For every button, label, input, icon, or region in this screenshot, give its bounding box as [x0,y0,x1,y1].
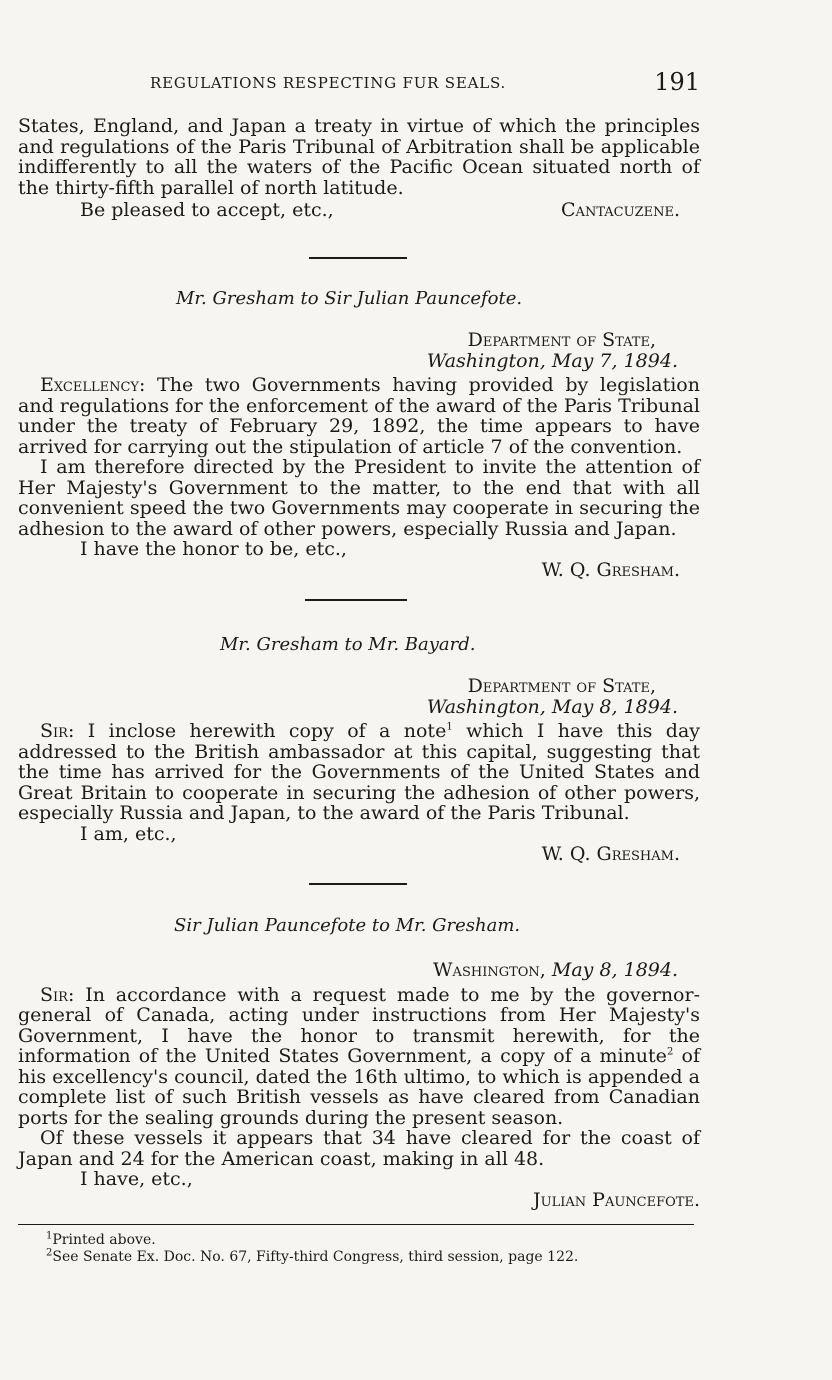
footnote-2-mark: 2 [46,1247,53,1259]
letter-1-closing-line [18,200,700,221]
footnote-2 [46,1249,696,1266]
letter-2-salutation: Excellency: [40,374,146,396]
letter-3-para-1 [18,721,700,824]
letter-3-closing: I am, etc., [80,822,177,845]
letter-3-para-1-text-b: which I have this day addressed to the British ambassador at this capital, suggesting that the time has arrived for the Governments of the United States and Great Britain to cooperate in securing the adhesion of other powers, especially Russia and Japan, to the award of the Paris Tribunal. [18,720,701,824]
letter-4-salutation: Sir: [40,983,75,1006]
running-header [150,68,700,96]
letter-4 [18,960,700,1210]
letter-4-heading: Sir Julian Pauncefote to Mr. Gresham. [174,915,521,936]
footnote-2-text: See Senate Ex. Doc. No. 67, Fifty-third Congress, third session, page 122. [52,1249,579,1265]
letter-4-dateline [18,960,700,981]
letter-1 [18,116,700,221]
footnote-1 [46,1232,696,1249]
section-divider [309,257,407,259]
section-divider [309,883,407,885]
letter-3-department: Department of State, [467,675,656,697]
page-number: 191 [654,68,700,96]
letter-4-para-1-text-a: In accordance with a request made to me by the governor-general of Canada, acting under instructions from Her Majesty's Government, I have the honor to transmit herewith, for the information of the United States Government, a copy of a minute [18,983,701,1067]
letter-2-para-1 [18,375,700,457]
footnote-ref-2: 2 [666,1046,674,1058]
running-title: REGULATIONS RESPECTING FUR SEALS. [150,74,507,92]
footnote-1-text: Printed above. [52,1232,156,1248]
letter-2-closing: I have the honor to be, etc., [80,538,347,560]
footnote-ref-1: 1 [446,721,453,733]
letter-1-closing: Be pleased to accept, etc., [80,199,334,221]
letter-4-para-1-text-b: of his excellency's council, dated the 16th ultimo, to which is appended a complete list of such British vessels as have cleared from Canadian ports for the sealing grounds during the present season. [18,1045,700,1129]
letter-3-signature: W. Q. Gresham. [541,843,680,865]
letter-1-body: States, England, and Japan a treaty in virtue of which the principles and regulations of the Paris Tribunal of Arbitration shall be applicable indifferently to all the waters of the Pacific Ocean situated north of the thirty-fifth parallel of north latitude. [18,115,700,199]
letter-2-dateline: Washington, May 7, 1894. [426,349,678,372]
letter-2-para-1-text: The two Governments having provided by legislation and regulations for the enforcement of the award of the Paris Tribunal under the treaty of February 29, 1892, the time appears to have arrived for carrying out the stipulation of article 7 of the convention. [18,374,700,458]
letter-2-para-2: I am therefore directed by the President to invite the attention of Her Majesty's Government to the matter, to the end that with all convenient speed the two Governments may cooperate in securing the adhesion to the award of other powers, especially Russia and Japan. [18,456,700,540]
letter-3 [18,676,700,865]
letter-4-signature: Julian Pauncefote. [533,1188,700,1211]
footnote-1-mark: 1 [46,1230,53,1242]
letter-2-heading: Mr. Gresham to Sir Julian Pauncefote. [176,288,523,309]
letter-4-closing: I have, etc., [80,1168,193,1190]
letter-3-heading: Mr. Gresham to Mr. Bayard. [220,634,476,655]
letter-2-signature: W. Q. Gresham. [541,558,680,581]
letter-4-para-1 [18,985,700,1129]
letter-4-dateline-date: May 8, 1894. [545,959,678,981]
letter-4-dateline-place: Washington, [433,959,546,981]
letter-2-department: Department of State, [467,329,656,351]
section-divider [305,599,407,601]
letter-3-para-1-text-a: I inclose herewith copy of a note [87,720,447,742]
letter-1-signature: Cantacuzene. [561,199,680,221]
letter-2 [18,330,700,580]
footnotes [46,1232,696,1266]
letter-3-salutation: Sir: [40,720,75,742]
letter-3-dateline: Washington, May 8, 1894. [426,695,678,718]
letter-4-para-2: Of these vessels it appears that 34 have cleared for the coast of Japan and 24 for the American coast, making in all 48. [18,1127,700,1170]
footnote-rule [18,1224,694,1225]
